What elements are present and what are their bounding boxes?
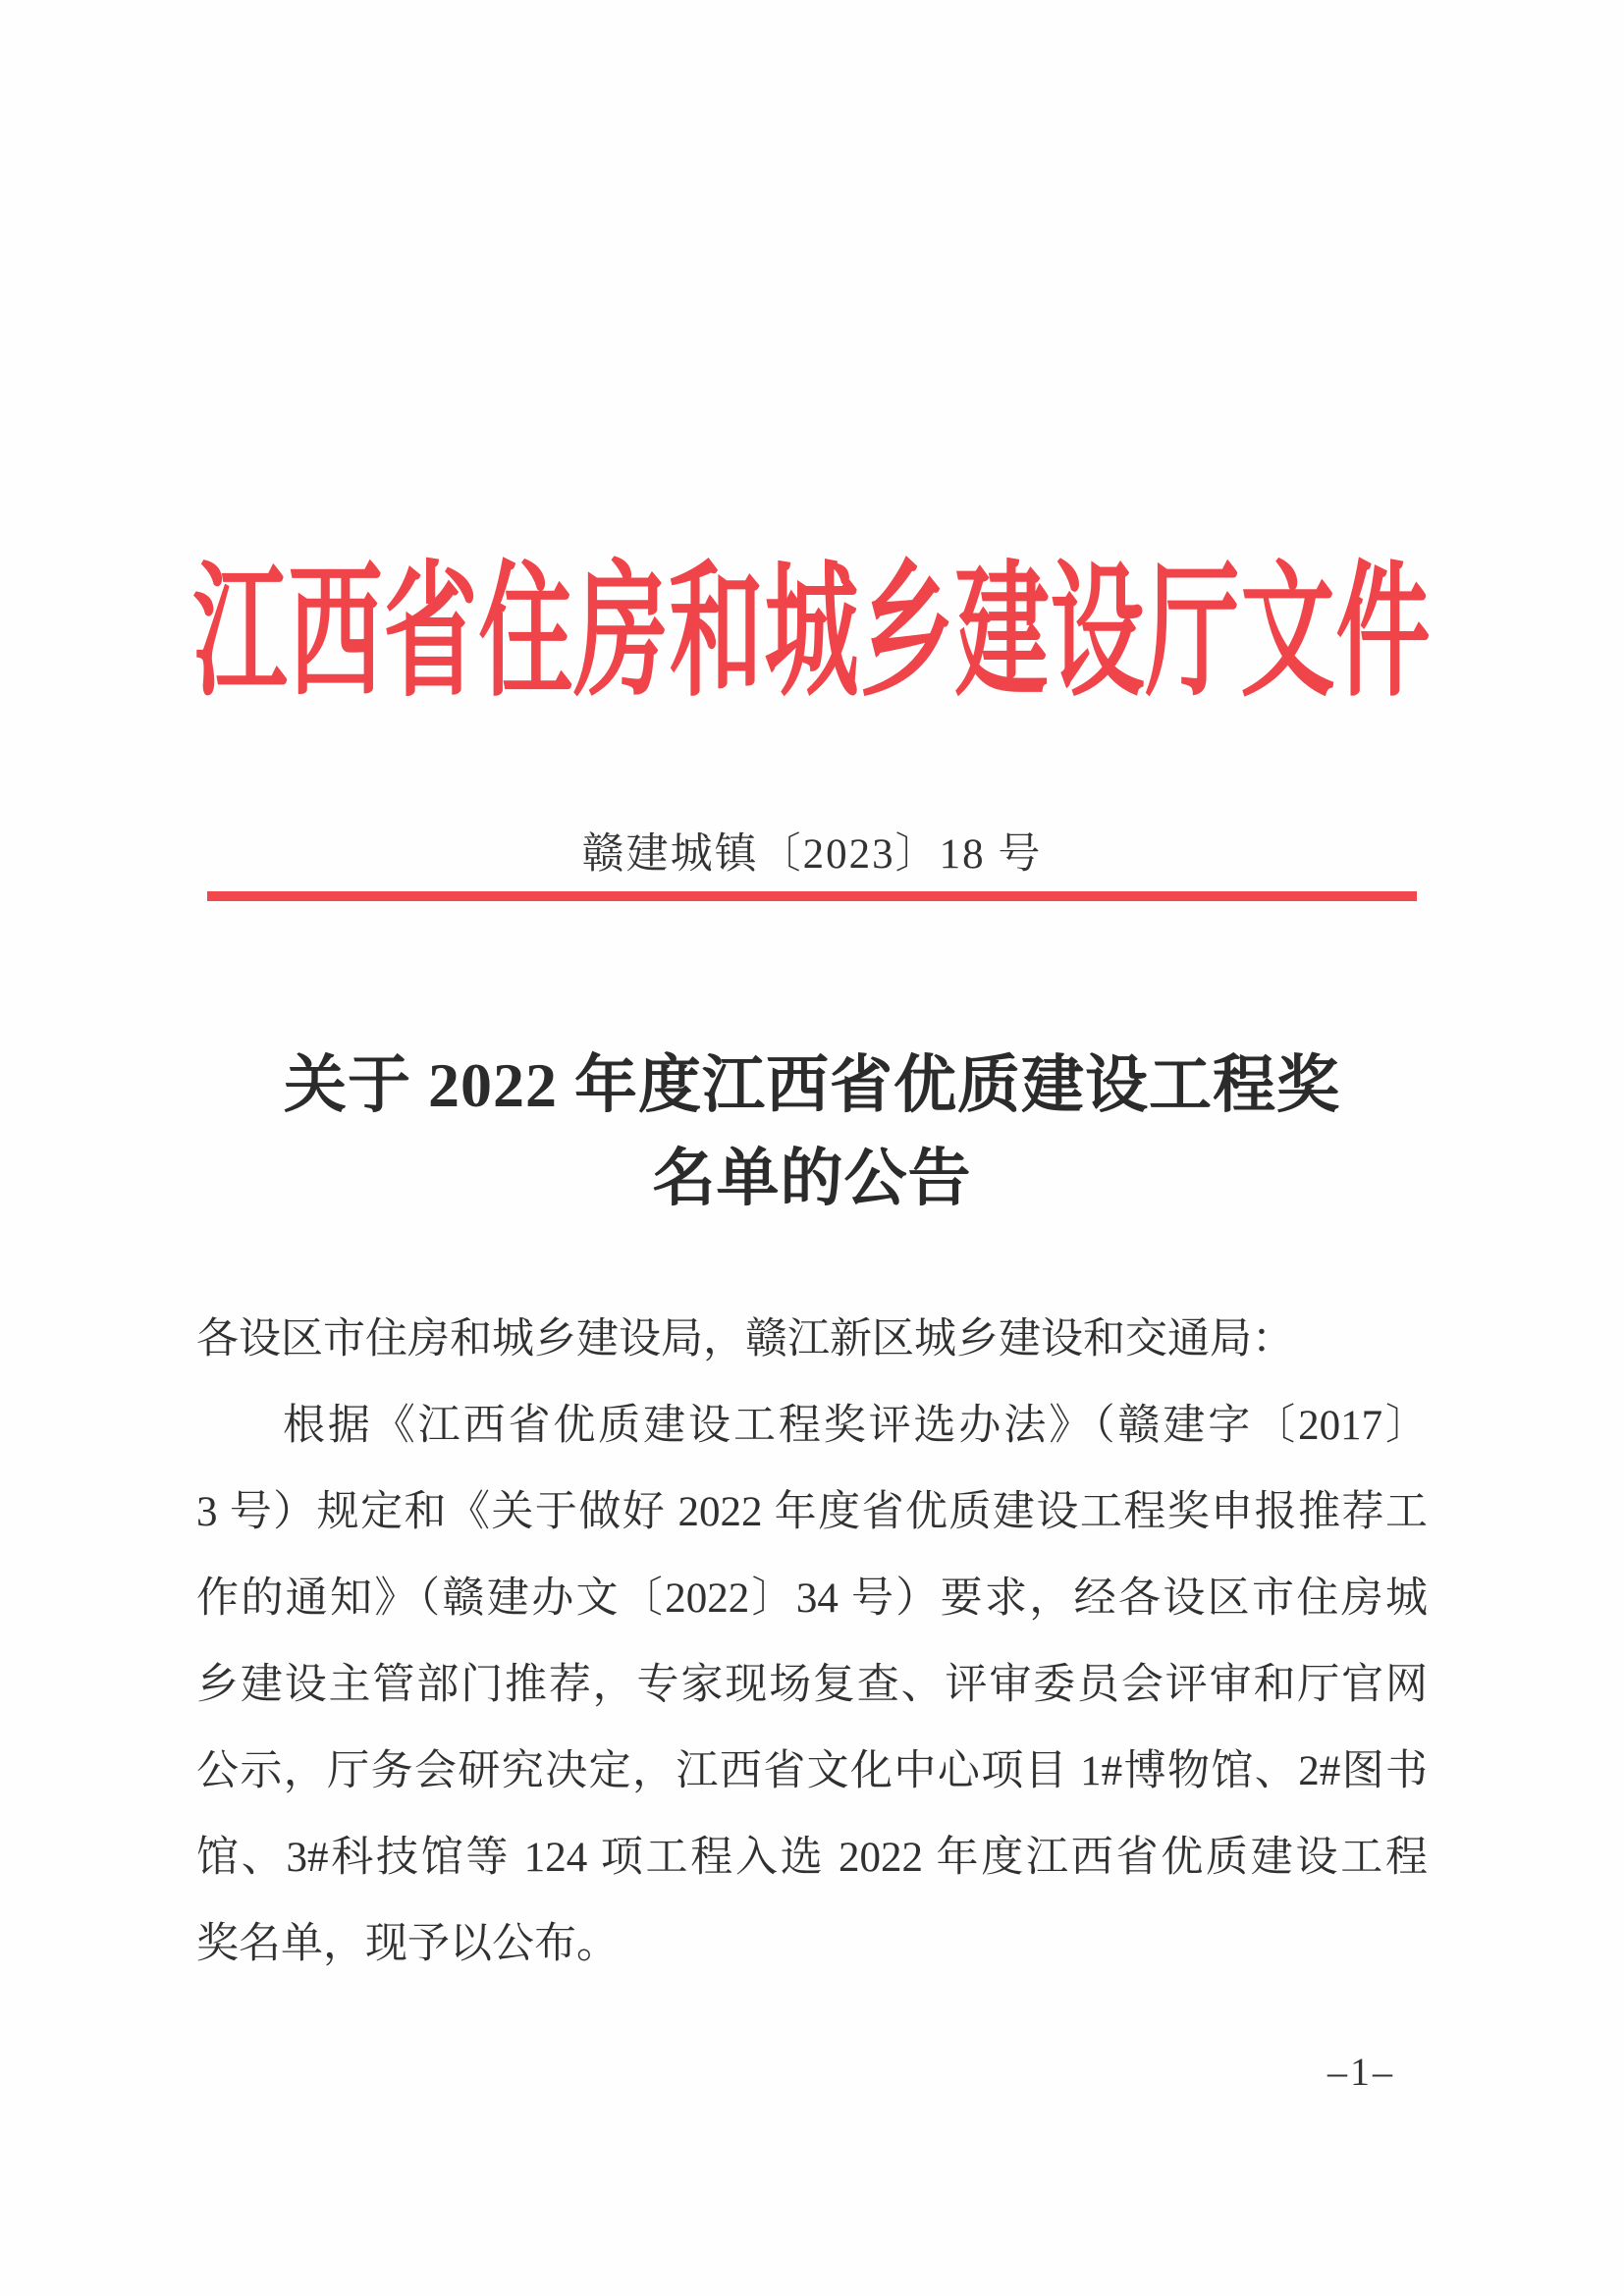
document-title-line-2: 名单的公告 (652, 1144, 972, 1213)
document-body (196, 1297, 1428, 1988)
body-line: 奖名单，现予以公布。 (196, 1921, 619, 1967)
body-line: 乡建设主管部门推荐，专家现场复查、评审委员会评审和厅官网 (196, 1662, 1428, 1708)
body-line: 公示，厅务会研究决定，江西省文化中心项目 1#博物馆、2#图书 (196, 1748, 1428, 1794)
body-line: 3 号）规定和《关于做好 2022 年度省优质建设工程奖申报推荐工 (196, 1489, 1428, 1535)
document-title-line-1: 关于 2022 年度江西省优质建设工程奖 (284, 1050, 1340, 1120)
body-line: 根据《江西省优质建设工程奖评选办法》（赣建字〔2017〕 (283, 1403, 1428, 1449)
document-reference-number: 赣建城镇〔2023〕18 号 (581, 831, 1043, 878)
agency-letterhead-title: 江西省住房和城乡建设厅文件 (192, 551, 1432, 715)
document-title (0, 1039, 1624, 1225)
body-line: 作的通知》（赣建办文〔2022〕34 号）要求，经各设区市住房城 (196, 1575, 1428, 1622)
body-line: 馆、3#科技馆等 124 项工程入选 2022 年度江西省优质建设工程 (196, 1835, 1428, 1881)
page-number: –1– (1327, 2050, 1395, 2094)
salutation-line: 各设区市住房和城乡建设局，赣江新区城乡建设和交通局： (196, 1316, 1294, 1362)
red-separator-line (207, 891, 1417, 901)
